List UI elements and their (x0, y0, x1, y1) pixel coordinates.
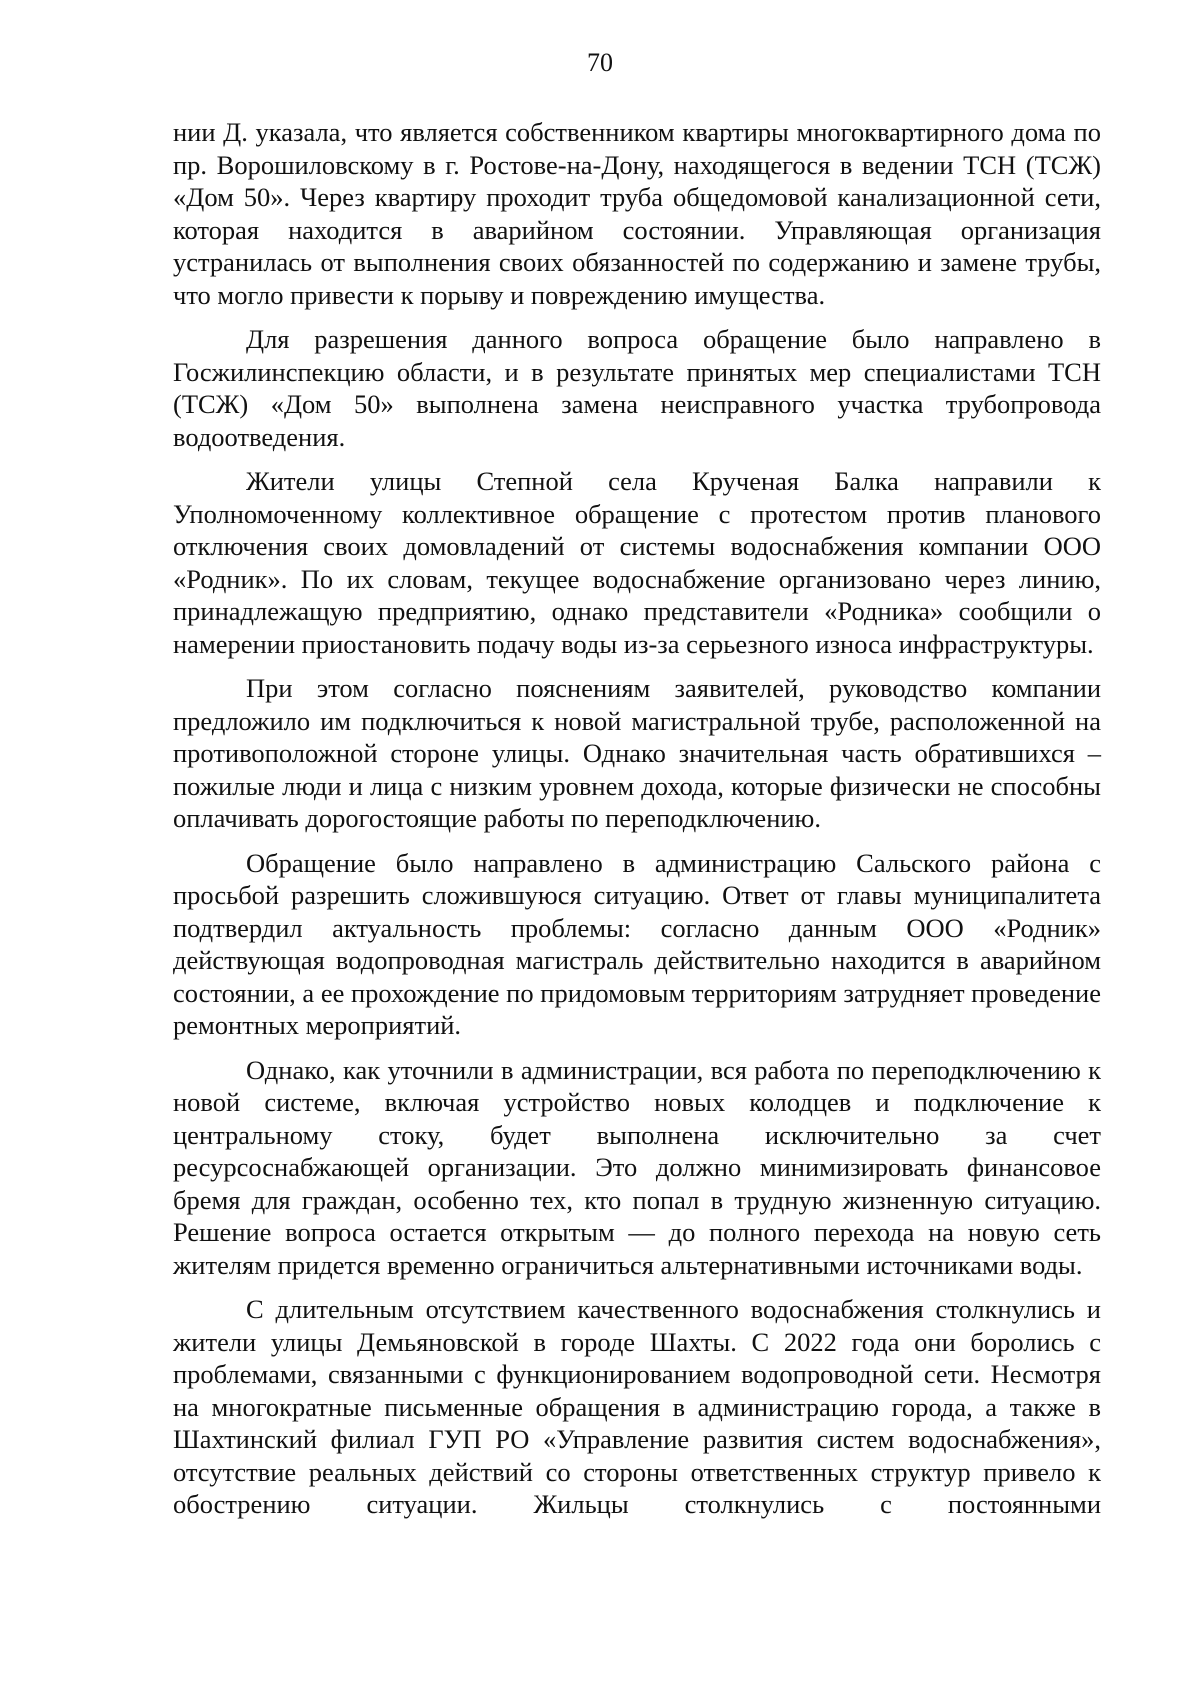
document-body (173, 116, 1101, 1521)
page-number: 70 (587, 48, 613, 77)
paragraph-5: Обращение было направлено в администрацию Сальского района с просьбой разрешить сложившуюся ситуацию. Ответ от главы муниципалитета подтвердил актуальность проблемы: согласно данным ООО «Родник» действующая водопроводная магистраль действительно находится в аварийном состоянии, а ее прохождение по придомовым территориям затрудняет проведение ремонтных мероприятий. (173, 847, 1101, 1040)
paragraph-3: Жители улицы Степной села Крученая Балка направили к Уполномоченному коллективное обращение с протестом против планового отключения своих домовладений от системы водоснабжения компании ООО «Родник». По их словам, текущее водоснабжение организовано через линию, принадлежащую предприятию, однако представители «Родника» сообщили о намерении приостановить подачу воды из-за серьезного износа инфраструктуры. (173, 466, 1101, 659)
paragraph-7: С длительным отсутствием качественного водоснабжения столкнулись и жители улицы Демьяновской в городе Шахты. С 2022 года они боролись с проблемами, связанными с функционированием водопроводной сети. Несмотря на многократные письменные обращения в администрацию города, а также в Шахтинский филиал ГУП РО «Управление развития систем водоснабжения», отсутствие реальных действий со стороны ответственных структур привело к обострению ситуации. Жильцы столкнулись с постоянными (173, 1294, 1101, 1519)
paragraph-6: Однако, как уточнили в администрации, вся работа по переподключению к новой системе, включая устройство новых колодцев и подключение к центральному стоку, будет выполнена исключительно за счет ресурсоснабжающей организации. Это должно минимизировать финансовое бремя для граждан, особенно тех, кто попал в трудную жизненную ситуацию. Решение вопроса остается открытым — до полного перехода на новую сеть жителям придется временно ограничиться альтернативными источниками воды. (173, 1054, 1101, 1280)
paragraph-4: При этом согласно пояснениям заявителей, руководство компании предложило им подключиться к новой магистральной трубе, расположенной на противоположной стороне улицы. Однако значительная часть обратившихся – пожилые люди и лица с низким уровнем дохода, которые физически не способны оплачивать дорогостоящие работы по переподключению. (173, 673, 1101, 833)
paragraph-2: Для разрешения данного вопроса обращение было направлено в Госжилинспекцию области, и в результате принятых мер специалистами ТСН (ТСЖ) «Дом 50» выполнена замена неисправного участка трубопровода водоотведения. (173, 324, 1101, 452)
paragraph-1: нии Д. указала, что является собственником квартиры многоквартирного дома по пр. Ворошиловскому в г. Ростове-на-Дону, находящегося в ведении ТСН (ТСЖ) «Дом 50». Через квартиру проходит труба общедомовой канализационной сети, которая находится в аварийном состоянии. Управляющая организация устранилась от выполнения своих обязанностей по содержанию и замене трубы, что могло привести к порыву и повреждению имущества. (173, 117, 1101, 310)
